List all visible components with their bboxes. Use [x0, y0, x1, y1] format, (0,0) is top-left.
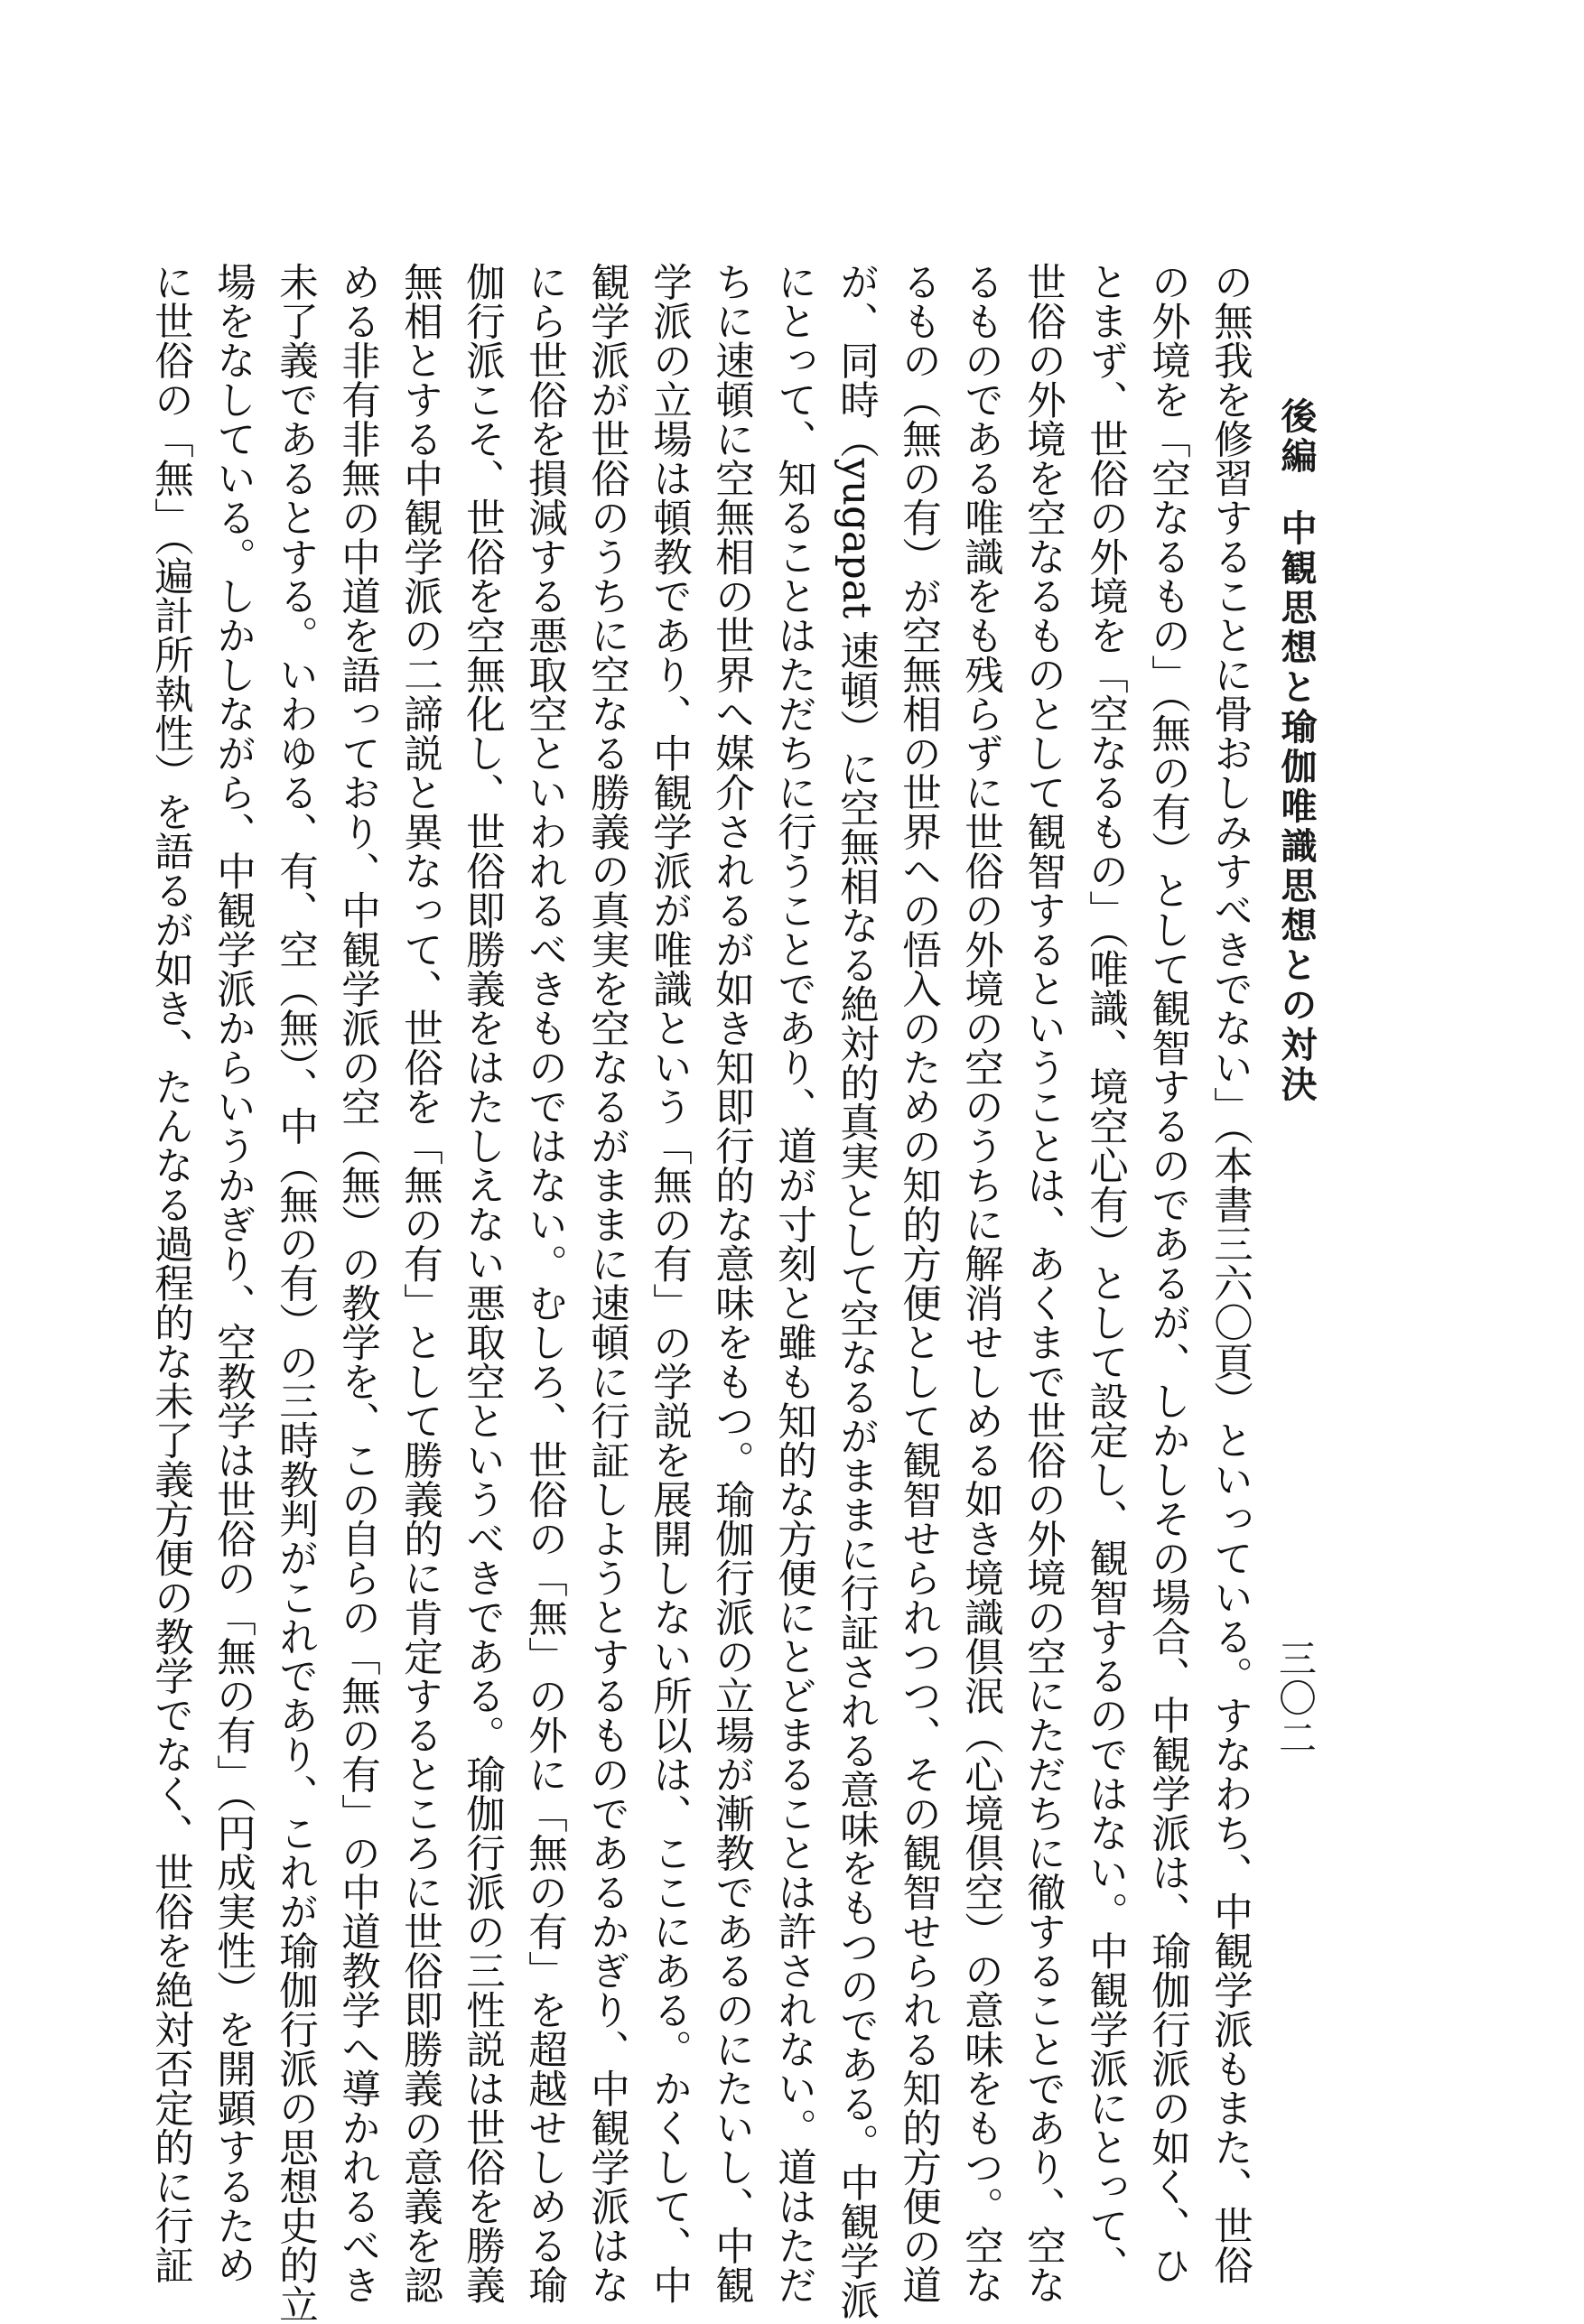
text-line: に世俗の「無」（遍計所執性）を語るが如き、たんなる過程的な未了義方便の教学でなく、世俗を絶対否定的に行証	[148, 262, 193, 2285]
text-line: るもの（無の有）が空無相の世界への悟入のための知的方便として観智せられつつ、その観智せられる知的方便の道	[896, 262, 941, 2304]
text-line: にら世俗を損減する悪取空といわれるべきものではない。むしろ、世俗の「無」の外に「無の有」を超越せしめる瑜	[522, 262, 567, 2304]
text-line: の外境を「空なるもの」（無の有）として観智するのであるが、しかしその場合、中観学派は、瑜伽行派の如く、ひ	[1145, 262, 1190, 2285]
page-number: 三〇二	[1273, 1639, 1318, 1758]
text-line: 学派の立場は頓教であり、中観学派が唯識という「無の有」の学説を展開しない所以は、ここにある。かくして、中	[647, 262, 692, 2304]
text-line: 世俗の外境を空なるものとして観智するということは、あくまで世俗の外境の空にただちに徹することであり、空な	[1020, 262, 1066, 2304]
text-line: の無我を修習することに骨おしみすべきでない」（本書三六〇頁）といっている。すなわち、中観学派もまた、世俗	[1207, 262, 1253, 2285]
header-section: 後編	[1275, 397, 1318, 477]
text-line: 観学派が世俗のうちに空なる勝義の真実を空なるがままに速頓に行証しようとするものであるかぎり、中観学派はな	[584, 262, 629, 2304]
body-text	[148, 262, 1261, 2324]
text-line: 伽行派こそ、世俗を空無化し、世俗即勝義をはたしえない悪取空というべきである。瑜伽行派の三性説は世俗を勝義	[460, 262, 505, 2304]
text-line: が、同時（yugapat 速頓）に空無相なる絶対的真実として空なるがままに行証される意味をもつのである。中観学派	[834, 262, 879, 2320]
text-line: める非有非無の中道を語っており、中観学派の空（無）の教学を、この自らの「無の有」の中道教学へ導かれるべき	[335, 262, 380, 2304]
text-line: にとって、知ることはただちに行うことであり、道が寸刻と雖も知的な方便にとどまることは許されない。道はただ	[771, 262, 816, 2304]
text-line: 未了義であるとする。いわゆる、有、空（無）、中（無の有）の三時教判がこれであり、これが瑜伽行派の思想史的立	[273, 262, 318, 2324]
text-line: ちに速頓に空無相の世界へ媒介されるが如き知即行的な意味をもつ。瑜伽行派の立場が漸教であるのにたいし、中観	[709, 262, 754, 2304]
text-line: るものである唯識をも残らずに世俗の外境の空のうちに解消せしめる如き境識倶泯（心境倶空）の意味をもつ。空な	[958, 262, 1003, 2304]
text-line: とまず、世俗の外境を「空なるもの」（唯識、境空心有）として設定し、観智するのではない。中観学派にとって、	[1083, 262, 1128, 2285]
running-header	[1271, 397, 1322, 1105]
text-line: 場をなしている。しかしながら、中観学派からいうかぎり、空教学は世俗の「無の有」（円成実性）を開顕するため	[210, 262, 256, 2285]
text-line: 無相とする中観学派の二諦説と異なって、世俗を「無の有」として勝義的に肯定するところに世俗即勝義の意義を認	[397, 262, 443, 2304]
header-title: 中観思想と瑜伽唯識思想との対決	[1275, 509, 1318, 1105]
